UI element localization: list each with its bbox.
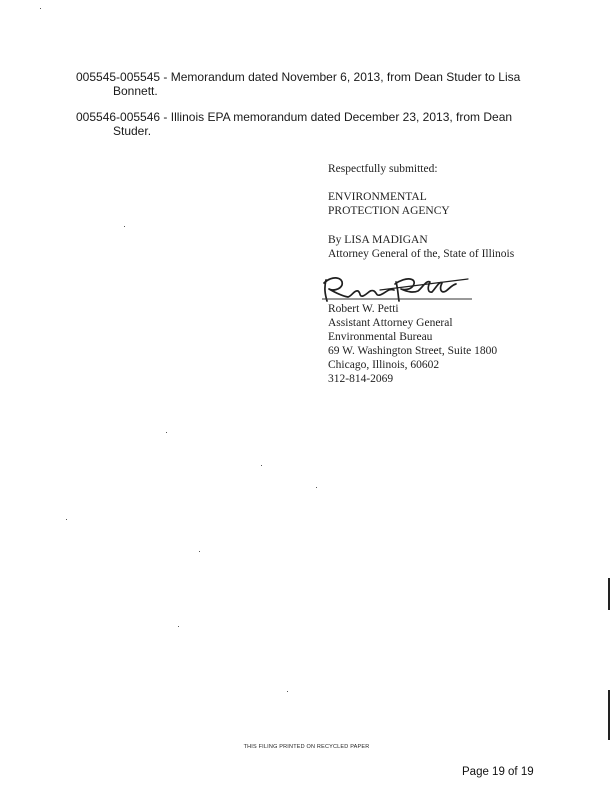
exhibit-description-continued: Bonnett. — [113, 84, 158, 98]
attorney-general-title: Attorney General of the, State of Illinois — [328, 248, 515, 260]
scan-edge-mark — [608, 578, 610, 610]
handwritten-signature — [318, 266, 478, 306]
scan-speck — [178, 626, 179, 627]
signer-street-address: 69 W. Washington Street, Suite 1800 — [328, 345, 498, 357]
exhibit-entry: 005545-005545 - Memorandum dated November 6, 2013, from Dean Studer to Lisa Bonnett. — [76, 70, 546, 98]
signer-name: Robert W. Petti — [328, 303, 399, 315]
exhibit-description: Illinois EPA memorandum dated December 23, 2013, from Dean — [170, 110, 513, 124]
scan-speck — [40, 8, 41, 9]
by-line: By LISA MADIGAN — [328, 234, 428, 246]
exhibit-range: 005545-005545 — [76, 70, 161, 84]
scan-edge-mark — [608, 690, 610, 740]
scan-speck — [66, 519, 67, 520]
scan-speck — [166, 432, 167, 433]
signer-title: Assistant Attorney General — [328, 317, 453, 329]
scan-speck — [124, 226, 125, 227]
signature-closing — [328, 162, 438, 176]
scan-speck — [261, 465, 262, 466]
signer-phone: 312-814-2069 — [328, 373, 394, 385]
scan-speck — [316, 487, 317, 488]
agency-name-line1: ENVIRONMENTAL — [328, 191, 427, 203]
agency-name — [328, 190, 450, 218]
signer-city: Chicago, Illinois, 60602 — [328, 359, 440, 371]
exhibit-range: 005546-005546 — [76, 110, 161, 124]
agency-name-line2: PROTECTION AGENCY — [328, 205, 450, 217]
exhibit-description-continued: Studer. — [113, 124, 152, 138]
signer-bureau: Environmental Bureau — [328, 331, 433, 343]
attorney-general-block — [328, 233, 514, 261]
page-number: Page 19 of 19 — [462, 766, 534, 778]
exhibit-entry: 005546-005546 - Illinois EPA memorandum dated December 23, 2013, from Dean Studer. — [76, 110, 546, 138]
closing-line: Respectfully submitted: — [328, 163, 438, 175]
exhibit-description: Memorandum dated November 6, 2013, from Dean Studer to Lisa — [170, 70, 521, 84]
scan-speck — [199, 551, 200, 552]
scan-speck — [287, 691, 288, 692]
recycled-paper-notice: THIS FILING PRINTED ON RECYCLED PAPER — [243, 744, 370, 750]
signer-block — [328, 302, 497, 386]
